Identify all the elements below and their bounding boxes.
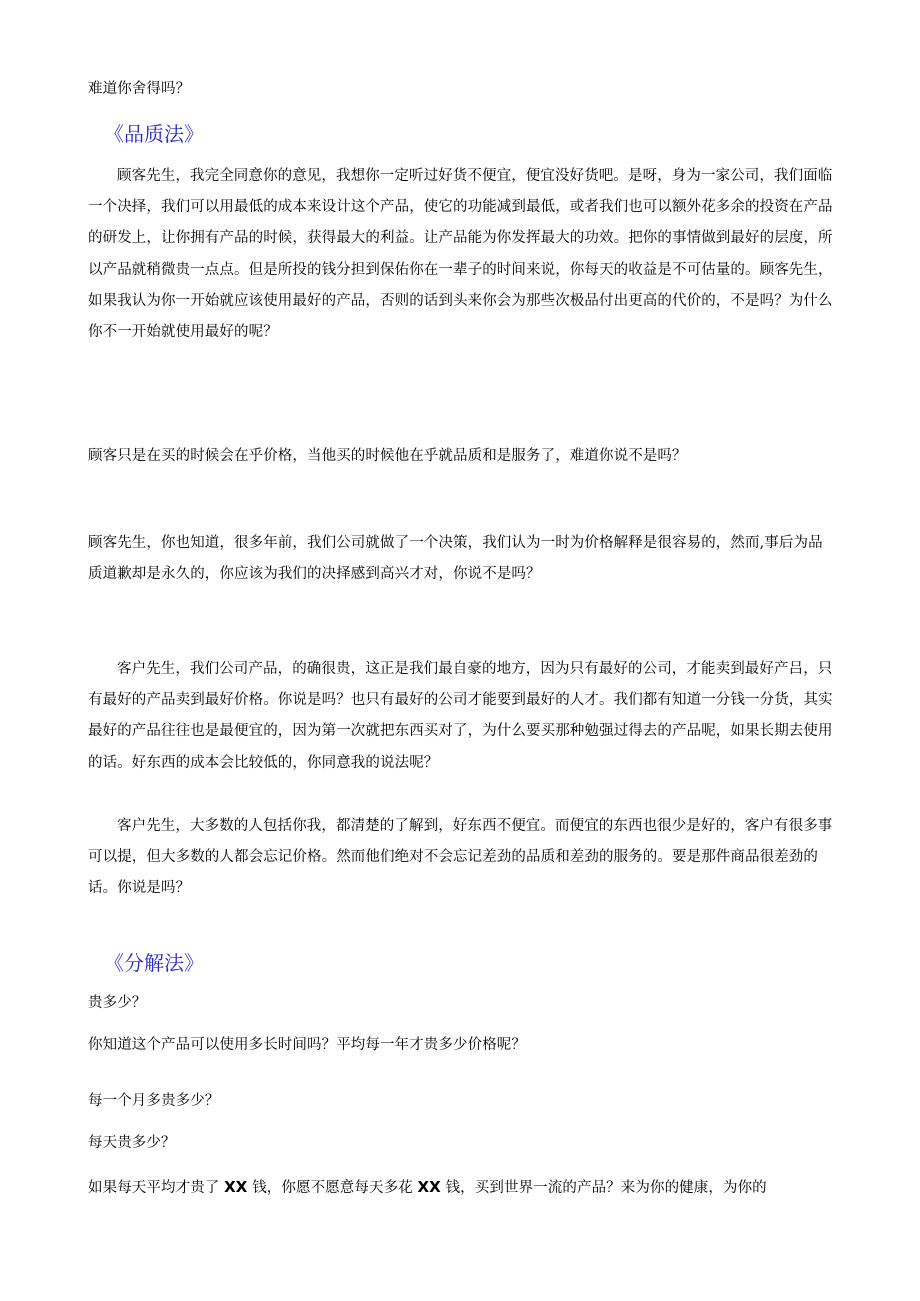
quality-paragraph-2: 顾客只是在买的时候会在乎价格，当他买的时候他在乎就品质和是服务了，难道你说不是吗？: [88, 448, 687, 464]
quality-paragraph-5: 客户先生，大多数的人包括你我，都清楚的了解到，好东西不便宜。而便宜的东西也很少是好的，客户有很多事可以提，但大多数的人都会忘记价格。然而他们绝对不会忘记差劲的品质和差劲的服务的。要是那件商品很差劲的话。你说是吗？: [88, 818, 833, 897]
q5-part-c: 钱，买到世界一流的产品？来为你的健康，为你的: [445, 1180, 767, 1196]
q5-amount-placeholder-2: XX: [417, 1178, 441, 1196]
quality-paragraph-1: 顾客先生，我完全同意你的意见，我想你一定听过好货不便宜，便宜没好货吧。是呀，身为一家公司，我们面临一个决择，我们可以用最低的成本来设计这个产品，使它的功能减到最低，或者我们也可以额外花多余的投资在产品的研发上，让你拥有产品的时候，获得最大的利益。让产品能为你发挥最大的功效。把你的事情做到最好的层度，所以产品就稍微贵一点点。但是所投的钱分担到保佑你在一辈子的时间来说，你每天的收益是不可估量的。顾客先生，如果我认为你一开始就应该使用最好的产品，否则的话到头来你会为那些次极品付出更高的代价的，不是吗？为什么你不一开始就使用最好的呢？: [88, 168, 833, 341]
quality-paragraph-4: 客户先生，我们公司产品，的确很贵，这正是我们最自豪的地方，因为只有最好的公司，才能卖到最好产吕，只有最好的产品卖到最好价格。你说是吗？也只有最好的公司才能要到最好的人才。我们都有知道一分钱一分货，其实最好的产品往往也是最便宜的，因为第一次就把东西买对了，为什么要买那种勉强过得去的产品呢，如果长期去使用的话。好东西的成本会比较低的，你同意我的说法呢？: [88, 661, 833, 771]
q5-part-b: 钱，你愿不愿意每天多花: [252, 1180, 413, 1196]
breakdown-question-4: 每天贵多少？: [88, 1135, 176, 1151]
breakdown-question-5: [88, 1172, 834, 1204]
quality-paragraph-3: 顾客先生，你也知道，很多年前，我们公司就做了一个决策，我们认为一时为价格解释是很容易的，然而,事后为品质道歉却是永久的，你应该为我们的决择感到高兴才对，你说不是吗？: [88, 535, 823, 583]
section-title-quality: 《品质法》: [104, 122, 204, 146]
breakdown-question-3: 每一个月多贵多少？: [88, 1093, 220, 1109]
breakdown-question-1: 贵多少？: [88, 995, 147, 1011]
breakdown-question-2: 你知道这个产品可以使用多长时间吗？平均每一年才贵多少价格呢？: [88, 1037, 526, 1053]
q5-part-a: 如果每天平均才贵了: [88, 1180, 220, 1196]
q5-amount-placeholder-1: XX: [224, 1178, 248, 1196]
section-title-breakdown: 《分解法》: [104, 951, 204, 975]
intro-line: 难道你舍得吗？: [88, 81, 191, 97]
